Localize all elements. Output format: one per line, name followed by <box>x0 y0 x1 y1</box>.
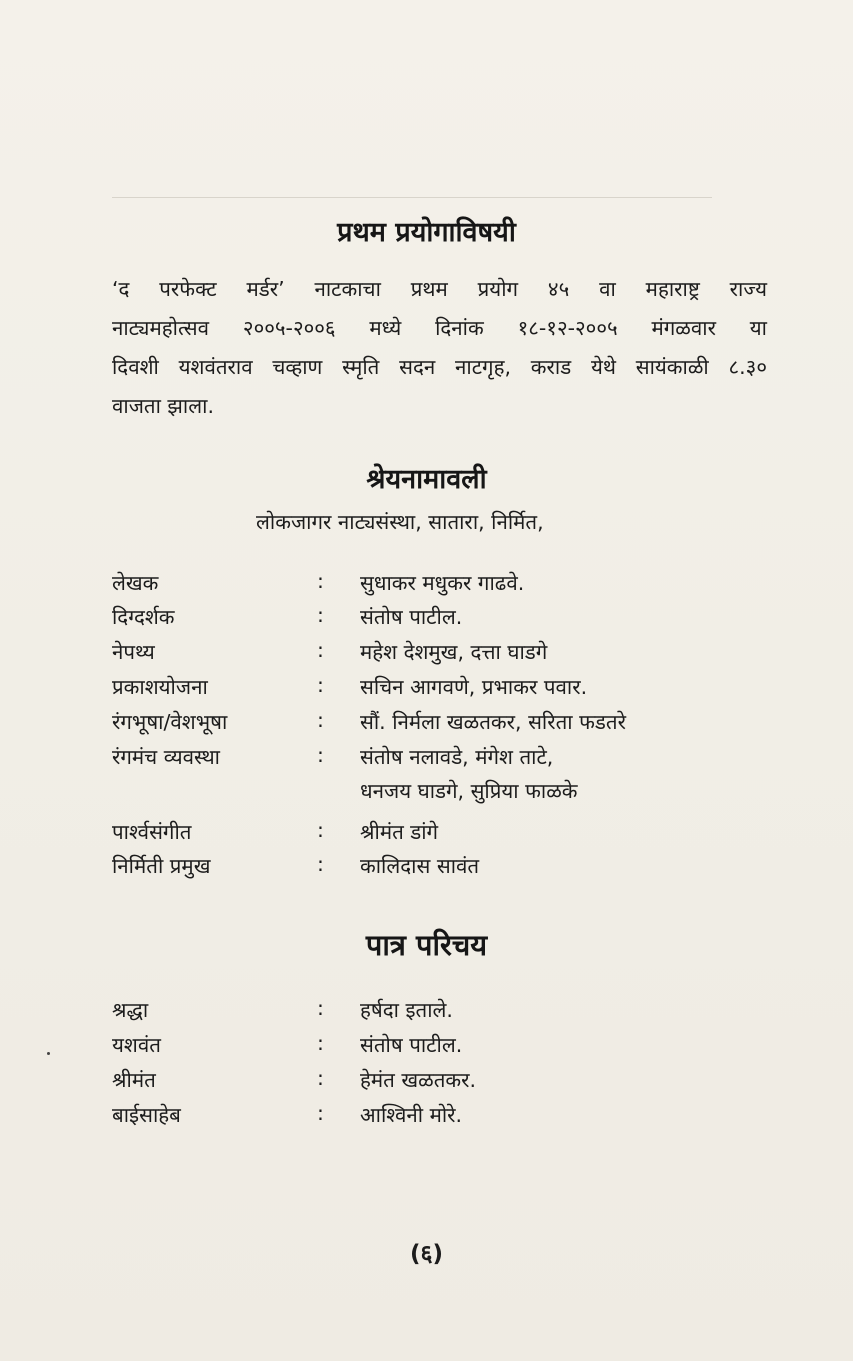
credit-separator: : <box>317 743 324 767</box>
credit-separator: : <box>317 603 324 627</box>
credit-separator: : <box>317 708 324 732</box>
cast-separator: : <box>317 1101 324 1125</box>
paragraph-line: नाट्यमहोत्सव २००५-२००६ मध्ये दिनांक १८-१२-२००५ मंगळवार या <box>112 316 767 340</box>
credit-name: सुधाकर मधुकर गाढवे. <box>360 571 525 595</box>
credit-separator: : <box>317 673 324 697</box>
actor-name: हर्षदा इताले. <box>360 998 453 1022</box>
credits-subtitle: लोकजागर नाट्यसंस्था, सातारा, निर्मित, <box>256 510 544 534</box>
credit-name: सौं. निर्मला खळतकर, सरिता फडतरे <box>360 710 626 734</box>
section-title-cast: पात्र परिचय <box>365 928 488 962</box>
credit-name-continuation: धनजय घाडगे, सुप्रिया फाळके <box>360 779 578 803</box>
credit-separator: : <box>317 852 324 876</box>
cast-separator: : <box>317 1031 324 1055</box>
first-performance-paragraph <box>112 270 767 426</box>
character-name: श्रीमंत <box>112 1068 156 1092</box>
credit-name: कालिदास सावंत <box>360 854 480 878</box>
paragraph-line: दिवशी यशवंतराव चव्हाण स्मृति सदन नाटगृह, कराड येथे सायंकाळी ८.३० <box>112 355 767 379</box>
credit-role: रंगभूषा/वेशभूषा <box>112 710 228 734</box>
page-number: (६) <box>410 1241 443 1267</box>
actor-name: हेमंत खळतकर. <box>360 1068 477 1092</box>
paragraph-line: ‘द परफेक्ट मर्डर’ नाटकाचा प्रथम प्रयोग ४५ वा महाराष्ट्र राज्य <box>112 277 767 301</box>
credit-name: संतोष नलावडे, मंगेश ताटे, <box>360 745 554 769</box>
credit-role: पार्श्वसंगीत <box>112 820 192 844</box>
credit-name: महेश देशमुख, दत्ता घाडगे <box>360 640 548 664</box>
credit-separator: : <box>317 638 324 662</box>
credit-separator: : <box>317 569 324 593</box>
paragraph-line: वाजता झाला. <box>112 394 214 418</box>
credit-role: रंगमंच व्यवस्था <box>112 745 220 769</box>
credit-role: लेखक <box>112 571 159 595</box>
ink-speck <box>47 1052 50 1055</box>
character-name: यशवंत <box>112 1033 161 1057</box>
credit-name: श्रीमंत डांगे <box>360 820 439 844</box>
credit-role: प्रकाशयोजना <box>112 675 208 699</box>
character-name: बाईसाहेब <box>112 1103 181 1127</box>
credit-role: दिग्दर्शक <box>112 605 175 629</box>
actor-name: संतोष पाटील. <box>360 1033 463 1057</box>
section-title-first-performance: प्रथम प्रयोगाविषयी <box>337 217 516 248</box>
section-title-credits: श्रेयनामावली <box>366 464 487 495</box>
credit-role: निर्मिती प्रमुख <box>112 854 211 878</box>
cast-separator: : <box>317 1066 324 1090</box>
character-name: श्रद्धा <box>112 998 149 1022</box>
credit-role: नेपथ्य <box>112 640 155 664</box>
credit-name: सचिन आगवणे, प्रभाकर पवार. <box>360 675 588 699</box>
cast-separator: : <box>317 996 324 1020</box>
actor-name: आश्विनी मोरे. <box>360 1103 463 1127</box>
top-divider <box>112 197 712 198</box>
credit-separator: : <box>317 818 324 842</box>
credit-name: संतोष पाटील. <box>360 605 463 629</box>
